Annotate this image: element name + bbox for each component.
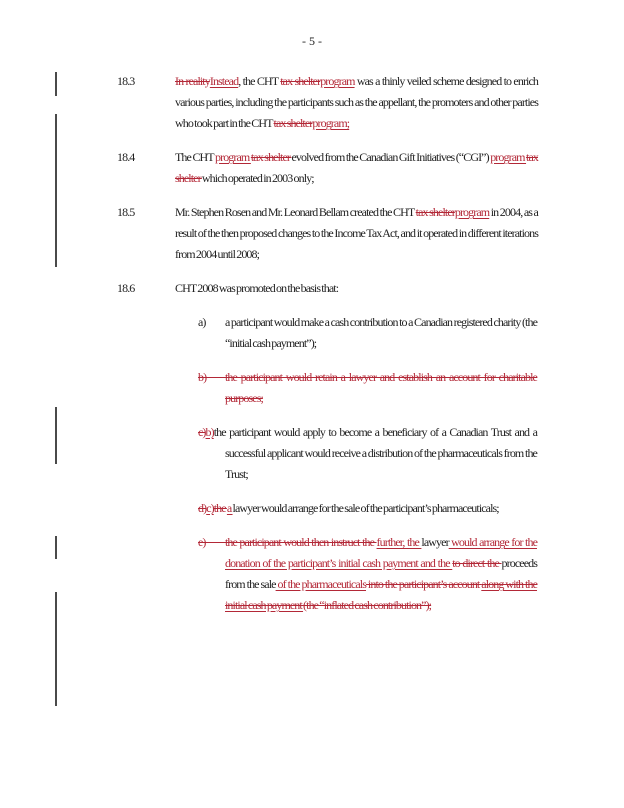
text-run: proceeds from the sale xyxy=(225,556,537,591)
change-bar-3 xyxy=(55,407,57,464)
text-run: lawyer xyxy=(421,535,449,549)
inserted-text: further, the xyxy=(376,535,422,549)
deleted-text: tax shelter xyxy=(415,205,455,219)
text-run: Mr. Stephen Rosen and Mr. Leonard Bellam created the CHT xyxy=(175,205,416,219)
inserted-text: program xyxy=(490,150,527,164)
deleted-text: tax shelter xyxy=(175,150,539,185)
list-marker: e) xyxy=(198,532,225,553)
deleted-text: tax shelter xyxy=(273,116,313,130)
list-marker: a) xyxy=(198,315,206,329)
deleted-text: tax shelter xyxy=(250,150,292,164)
change-bar-2 xyxy=(55,114,57,267)
deleted-text: the xyxy=(213,501,227,515)
deleted-text: c) xyxy=(198,425,206,439)
inserted-text: Instead xyxy=(209,74,239,88)
text-run: CHT 2008 was promoted on the basis that: xyxy=(175,281,339,295)
list-item-d xyxy=(198,498,537,519)
paragraph-18.3 xyxy=(117,71,538,134)
paragraph-number: 18.5 xyxy=(117,205,135,219)
text-run: the participant would apply to become a beneficiary of a Canadian Trust and a successful applicant would receive a distribution of the pharmaceuticals from the Trust; xyxy=(213,425,537,481)
list-item-e xyxy=(198,532,538,616)
deleted-inserted-text: along with the initial cash payment xyxy=(225,577,538,612)
deleted-text: to direct the xyxy=(452,556,502,570)
deleted-text: the participant would retain a lawyer and establish an account for charitable purposes; xyxy=(225,370,537,405)
deleted-text: into the participant’s account xyxy=(366,577,482,591)
inserted-text: of the pharmaceuticals xyxy=(275,577,366,591)
text-run: , the CHT xyxy=(238,74,281,88)
deleted-text: the participant would then instruct the xyxy=(225,535,377,549)
text-run: evolved from the Canadian Gift Initiatives (“CGI”) xyxy=(291,150,491,164)
deleted-text: In reality xyxy=(175,74,210,88)
inserted-text: program xyxy=(320,74,355,88)
text-run: a participant would make a cash contribution to a Canadian registered charity (the “initial cash payment”); xyxy=(225,315,537,350)
inserted-text: program; xyxy=(312,116,350,130)
paragraph-18.5 xyxy=(117,202,538,265)
change-bar-5 xyxy=(55,592,57,706)
list-item-a xyxy=(198,312,537,354)
deleted-text: d) xyxy=(198,501,207,515)
paragraph-18.4 xyxy=(117,147,539,189)
inserted-text: program xyxy=(215,150,251,164)
inserted-text: c) xyxy=(206,501,214,515)
deleted-text: (the “inflated cash contribution”); xyxy=(303,598,432,612)
paragraph-number: 18.6 xyxy=(117,281,135,295)
page-number: - 5 - xyxy=(302,34,322,48)
inserted-text: would arrange for the donation of the participant’s initial cash payment and the xyxy=(225,535,537,570)
list-marker: b) xyxy=(198,367,225,388)
change-bar-4 xyxy=(55,536,57,559)
document-content xyxy=(0,71,624,629)
text-run: in 2004, as a result of the then proposed changes to the Income Tax Act, and it operated in different iterations from 2004 until 2008; xyxy=(175,205,538,261)
inserted-text: b) xyxy=(205,425,214,439)
text-run: The CHT xyxy=(175,150,216,164)
text-run: was a thinly veiled scheme designed to enrich various parties, including the participants such as the appellant, the promoters and other parties who took part in the CHT xyxy=(175,74,538,130)
text-run: lawyer would arrange for the sale of the participant’s pharmaceuticals; xyxy=(232,501,499,515)
inserted-text: a xyxy=(226,501,233,515)
list-item-c xyxy=(198,422,537,485)
deleted-text: tax shelter xyxy=(280,74,321,88)
paragraph-18.6 xyxy=(117,278,538,299)
inserted-text: program xyxy=(454,205,490,219)
change-bar-1 xyxy=(55,72,57,96)
list-item-b xyxy=(198,367,537,409)
text-run: which operated in 2003 only; xyxy=(201,171,314,185)
paragraph-number: 18.3 xyxy=(117,74,135,88)
paragraph-number: 18.4 xyxy=(117,150,135,164)
